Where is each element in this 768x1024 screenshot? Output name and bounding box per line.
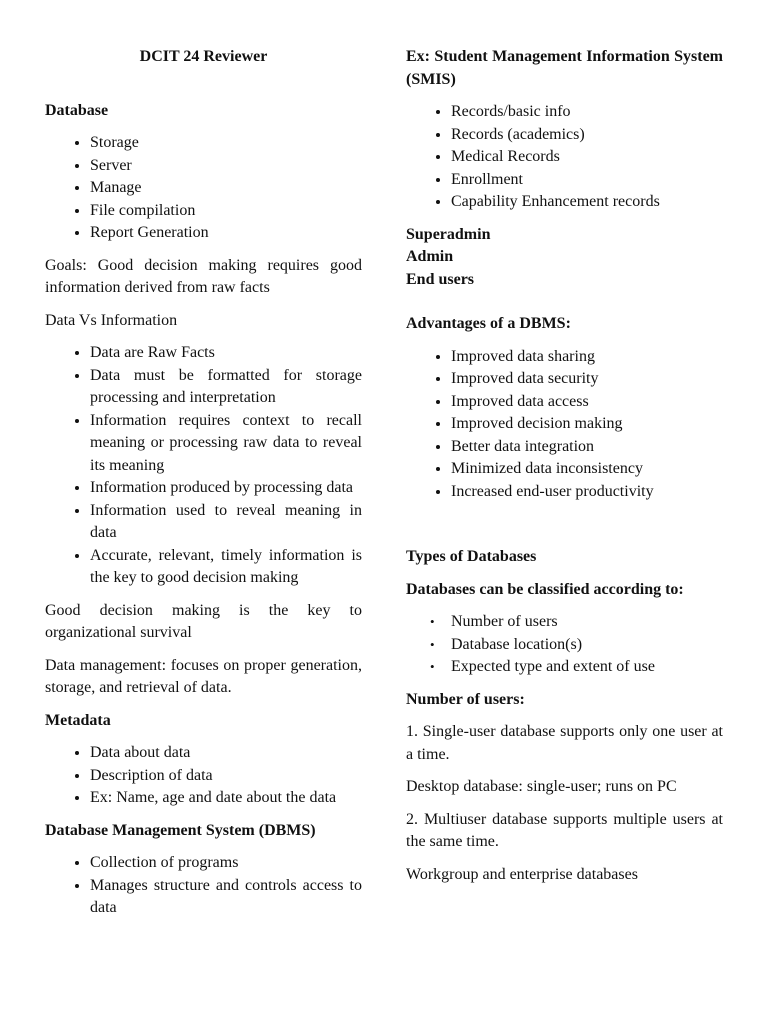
data-management-paragraph: Data management: focuses on proper generation, storage, and retrieval of data.	[45, 656, 362, 696]
dbms-heading: Database Management System (DBMS)	[45, 821, 316, 839]
desktop-paragraph: Desktop database: single-user; runs on PC	[406, 778, 677, 795]
list-item: • Manage	[90, 177, 362, 200]
smis-heading: Ex: Student Management Information System (SMIS)	[406, 48, 723, 88]
metadata-heading: Metadata	[45, 711, 111, 729]
list-item: • Data must be formatted for storage processing and interpretation	[90, 365, 362, 410]
database-heading: Database	[45, 101, 109, 119]
list-item: • Improved data access	[451, 391, 723, 414]
list-item: • Collection of programs	[90, 852, 362, 875]
data-vs-information-list	[45, 342, 362, 590]
list-item: • Expected type and extent of use	[451, 656, 723, 679]
list-item: • Records (academics)	[451, 124, 723, 147]
list-item: • Improved data sharing	[451, 346, 723, 369]
number-of-users-heading: Number of users:	[406, 690, 525, 708]
list-item: • Information used to reveal meaning in data	[90, 500, 362, 545]
list-item: • Database location(s)	[451, 634, 723, 657]
advantages-heading: Advantages of a DBMS:	[406, 315, 571, 332]
list-item: • Increased end-user productivity	[451, 481, 723, 504]
types-heading: Types of Databases	[406, 548, 537, 565]
goals-paragraph: Goals: Good decision making requires good information derived from raw facts	[45, 256, 362, 296]
list-item: • File compilation	[90, 200, 362, 223]
dbms-list	[45, 852, 362, 920]
list-item: • Number of users	[451, 611, 723, 634]
multiuser-paragraph: 2. Multiuser database supports multiple users at the same time.	[406, 810, 723, 850]
list-item: • Information produced by processing data	[90, 477, 362, 500]
role-admin: Admin	[406, 248, 454, 265]
list-item: • Report Generation	[90, 222, 362, 245]
list-item: • Minimized data inconsistency	[451, 458, 723, 481]
list-item: • Improved data security	[451, 368, 723, 391]
list-item: • Storage	[90, 132, 362, 155]
list-item: • Improved decision making	[451, 413, 723, 436]
metadata-list	[45, 742, 362, 810]
good-decision-paragraph: Good decision making is the key to organizational survival	[45, 601, 362, 641]
list-item: • Medical Records	[451, 146, 723, 169]
smis-list	[406, 101, 723, 214]
list-item: • Enrollment	[451, 169, 723, 192]
left-column	[45, 46, 362, 930]
advantages-list	[406, 346, 723, 504]
classified-heading: Databases can be classified according to:	[406, 580, 684, 598]
single-user-paragraph: 1. Single-user database supports only one user at a time.	[406, 723, 723, 763]
data-vs-information-heading: Data Vs Information	[45, 311, 178, 329]
role-end-users: End users	[406, 270, 475, 288]
list-item: • Description of data	[90, 765, 362, 788]
workgroup-paragraph: Workgroup and enterprise databases	[406, 865, 638, 883]
classification-list	[406, 611, 723, 679]
role-superadmin: Superadmin	[406, 225, 491, 243]
list-item: • Better data integration	[451, 436, 723, 459]
right-column	[406, 46, 723, 896]
list-item: • Server	[90, 155, 362, 178]
list-item: • Data about data	[90, 742, 362, 765]
user-roles	[406, 224, 723, 292]
list-item: • Capability Enhancement records	[451, 191, 723, 214]
document-title: DCIT 24 Reviewer	[139, 48, 268, 65]
database-list	[45, 132, 362, 245]
list-item: • Data are Raw Facts	[90, 342, 362, 365]
list-item: • Manages structure and controls access to data	[90, 875, 362, 920]
list-item: • Ex: Name, age and date about the data	[90, 787, 362, 810]
list-item: • Information requires context to recall meaning or processing raw data to reveal its meaning	[90, 410, 362, 478]
list-item: • Records/basic info	[451, 101, 723, 124]
list-item: • Accurate, relevant, timely information is the key to good decision making	[90, 545, 362, 590]
